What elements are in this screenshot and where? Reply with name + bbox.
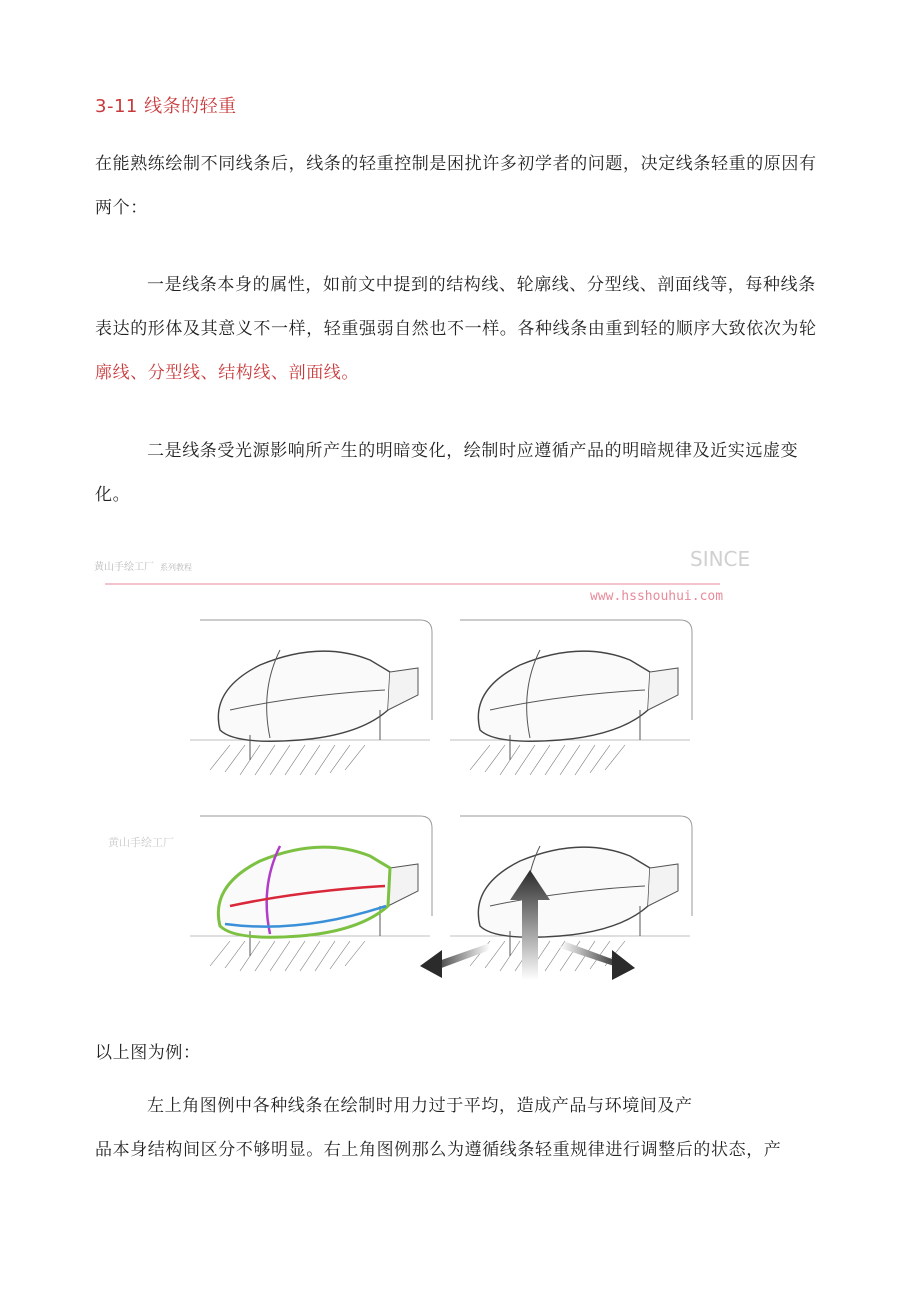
sketch-top-left (190, 620, 432, 775)
watermark-series: 系列教程 (160, 563, 192, 572)
paragraph-reason-two: 二是线条受光源影响所产生的明暗变化，绘制时应遵循产品的明暗规律及近实远虚变化。 (95, 441, 799, 505)
mouse-sketch-svg (90, 548, 750, 998)
paragraph-example-line-1: 左上角图例中各种线条在绘制时用力过于平均，造成产品与环境间及产 (147, 1096, 693, 1116)
paragraph-example-line-2: 品本身结构间区分不够明显。右上角图例那么为遵循线条轻重规律进行调整后的状态，产 (95, 1140, 782, 1160)
paragraph-intro: 在能熟练绘制不同线条后，线条的轻重控制是困扰许多初学者的问题，决定线条轻重的原因有两个： (95, 154, 817, 218)
mouse-sketch-figure (90, 548, 750, 998)
sketch-top-right (450, 620, 692, 775)
paragraph-reason-one (95, 263, 830, 395)
sketch-bottom-left (190, 816, 432, 971)
paragraph-example-intro: 以上图为例： (95, 1043, 201, 1063)
watermark-url: www.hsshouhui.com (590, 589, 724, 604)
watermark-brand-mid: 黄山手绘工厂 (108, 836, 174, 849)
line-order-highlight: 廓线、分型线、结构线、剖面线。 (95, 363, 359, 383)
watermark-since: SINCE (690, 548, 750, 571)
watermark-brand-top: 黄山手绘工厂 (94, 562, 154, 573)
paragraph-reason-one-text: 一是线条本身的属性，如前文中提到的结构线、轮廓线、分型线、剖面线等，每种线条表达的形体及其意义不一样，轻重强弱自然也不一样。各种线条由重到轻的顺序大致依次为轮 (95, 275, 817, 339)
section-heading: 3-11 线条的轻重 (95, 96, 237, 117)
